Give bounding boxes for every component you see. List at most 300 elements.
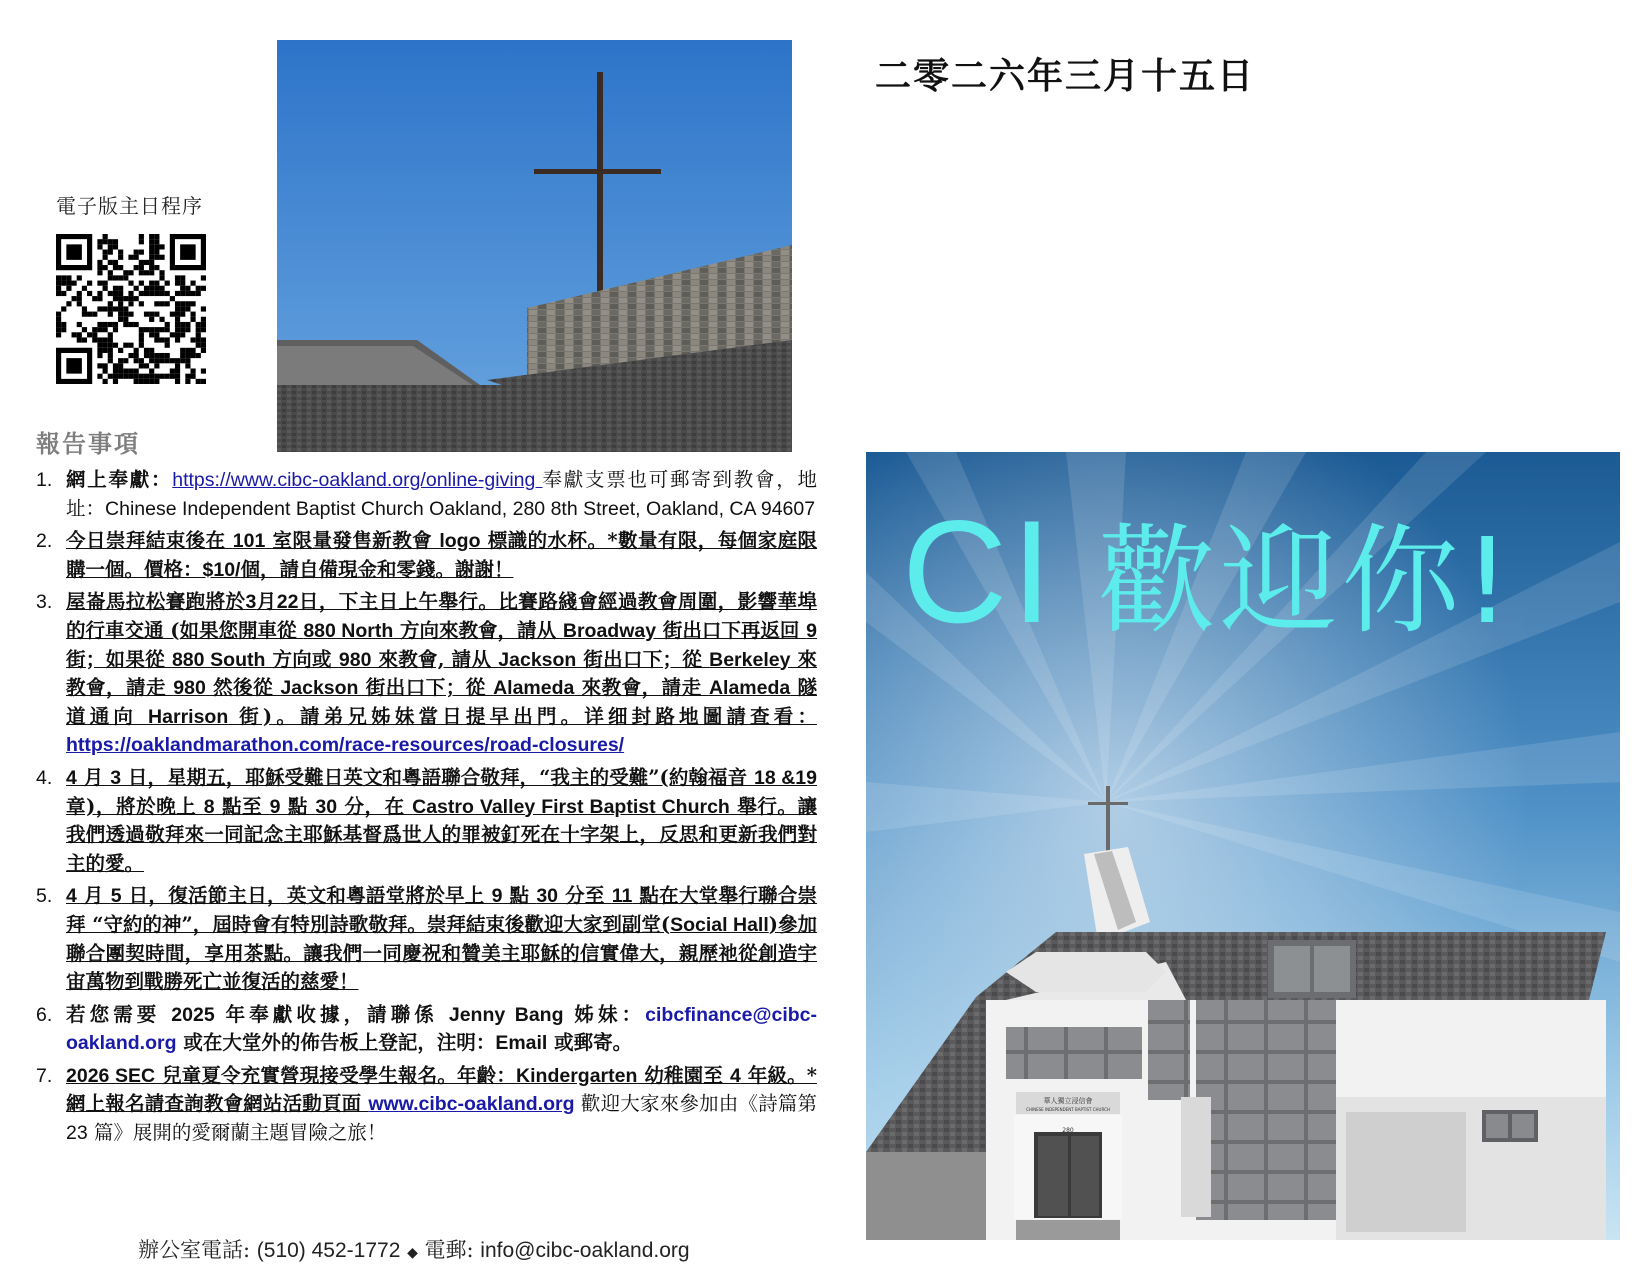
phone-label: 辦公室電話: — [138, 1238, 251, 1262]
announcement-text: 點 — [502, 884, 537, 908]
qr-module — [139, 343, 144, 348]
qr-module — [149, 374, 154, 379]
qr-module — [113, 306, 118, 311]
announcement-text: 分至 — [558, 884, 612, 908]
ci-logo-text: CI — [902, 490, 1056, 653]
announcement-text: 篇》展開的愛爾蘭主題冒險之旅！ — [87, 1121, 387, 1145]
qr-module — [108, 353, 113, 358]
qr-module — [123, 275, 128, 280]
announcement-text: Broadway — [562, 619, 657, 642]
qr-module — [56, 275, 61, 280]
qr-module — [123, 317, 128, 322]
qr-module — [72, 281, 77, 286]
qr-module — [175, 306, 180, 311]
qr-module — [113, 374, 118, 379]
qr-module — [113, 291, 118, 296]
qr-module — [149, 260, 154, 265]
qr-module — [118, 275, 123, 280]
qr-module — [134, 322, 139, 327]
qr-module — [159, 255, 164, 260]
announcement-text: 來教會，請走 — [66, 647, 818, 700]
announcement-text: 11 — [611, 885, 633, 908]
announcements-list — [36, 466, 817, 1152]
qr-module — [196, 327, 201, 332]
qr-module — [103, 368, 108, 373]
qr-module — [82, 312, 87, 317]
qr-module — [128, 353, 133, 358]
qr-module — [108, 348, 113, 353]
announcement-number: 7. — [36, 1064, 53, 1087]
qr-module — [154, 327, 159, 332]
qr-module — [196, 337, 201, 342]
qr-module — [113, 322, 118, 327]
cross-horizontal — [534, 169, 661, 174]
announcement-number: 3. — [36, 591, 53, 614]
qr-module — [149, 379, 154, 384]
qr-module — [128, 312, 133, 317]
announcement-text: 月 — [256, 590, 277, 614]
qr-module — [134, 358, 139, 363]
qr-module — [175, 332, 180, 337]
qr-module — [190, 348, 195, 353]
qr-module — [123, 312, 128, 317]
qr-module — [108, 275, 113, 280]
qr-module — [180, 332, 185, 337]
qr-module — [180, 358, 185, 363]
announcement-text: 方向或 — [265, 647, 339, 671]
qr-module — [139, 239, 144, 244]
qr-module — [190, 317, 195, 322]
qr-module — [103, 255, 108, 260]
qr-module — [159, 317, 164, 322]
qr-module — [175, 368, 180, 373]
announcement-number: 2. — [36, 530, 53, 553]
qr-module — [170, 374, 175, 379]
qr-module — [180, 275, 185, 280]
qr-module — [180, 281, 185, 286]
announcement-text: 街)。請弟兄姊妹當日提早出門。详细封路地圖請查看： — [228, 704, 817, 728]
announcement-text: )參加聯合團契時間，享用茶點。讓我們一同慶祝和贊美主耶穌的信實偉大，親歷祂從創造宇宙萬物到戰勝死亡並復活的慈愛！ — [66, 912, 818, 994]
qr-module — [149, 358, 154, 363]
qr-module — [82, 306, 87, 311]
announcement-text: Jackson — [498, 648, 577, 671]
qr-module — [139, 363, 144, 368]
announcement-text: $10/ — [202, 558, 241, 581]
announcement-text: 3 — [245, 591, 257, 614]
qr-module — [170, 296, 175, 301]
qr-module — [134, 368, 139, 373]
qr-module — [175, 327, 180, 332]
qr-module — [113, 296, 118, 301]
qr-module — [118, 250, 123, 255]
qr-module — [97, 244, 102, 249]
qr-module — [56, 317, 61, 322]
qr-module — [128, 296, 133, 301]
announcement-text: 9 — [269, 795, 281, 818]
announcement-item — [36, 588, 817, 760]
cross-vertical — [597, 72, 603, 297]
qr-module — [180, 348, 185, 353]
announcement-text: 4 — [729, 1064, 741, 1087]
qr-module — [180, 286, 185, 291]
qr-module — [185, 363, 190, 368]
qr-module — [77, 332, 82, 337]
qr-module — [97, 363, 102, 368]
qr-module — [113, 244, 118, 249]
announcement-text: 30 — [536, 885, 559, 908]
qr-module — [87, 291, 92, 296]
qr-module — [123, 343, 128, 348]
qr-module — [113, 379, 118, 384]
qr-module — [149, 286, 154, 291]
qr-module — [103, 363, 108, 368]
announcement-number: 6. — [36, 1003, 53, 1026]
announcement-text: 個，請自備現金和零錢。謝謝！ — [240, 557, 514, 581]
qr-module — [118, 363, 123, 368]
qr-module — [165, 322, 170, 327]
qr-module — [82, 337, 87, 342]
announcement-item — [36, 527, 817, 584]
qr-module — [113, 286, 118, 291]
qr-module — [128, 281, 133, 286]
qr-module — [196, 322, 201, 327]
announcement-text: 舉行。讓我們透過敬拜來一同記念主耶穌基督爲世人的罪被釘死在十字架上，反思和更新我們對主的愛。 — [66, 794, 818, 875]
qr-module — [154, 379, 159, 384]
qr-module — [82, 327, 87, 332]
qr-module — [165, 343, 170, 348]
qr-module — [77, 291, 82, 296]
qr-module — [66, 281, 71, 286]
announcement-text: 日，下主日上午舉行。比賽路綫會經過教會周圍，影響華埠的行車交通 (如果您開車從 — [66, 590, 817, 642]
qr-module — [139, 379, 144, 384]
qr-module — [118, 317, 123, 322]
qr-module — [175, 322, 180, 327]
announcement-text: Email — [495, 1032, 548, 1055]
announcement-text: Jenny Bang — [448, 1003, 564, 1026]
announcement-text: 或在大堂外的佈告板上登記，注明： — [176, 1031, 496, 1055]
qr-module — [97, 239, 102, 244]
qr-module — [154, 286, 159, 291]
qr-module — [108, 306, 113, 311]
announcement-link[interactable]: www.cibc-oakland.org — [368, 1093, 575, 1116]
qr-module — [139, 281, 144, 286]
announcement-text: 隧道通向 — [66, 676, 818, 728]
announcement-text: 點在大堂舉行聯合崇拜 “守約的神”，屆時會有特別詩歌敬拜。崇拜結束後歡迎大家到副堂( — [66, 884, 818, 936]
announcement-text: Alameda — [708, 677, 791, 700]
qr-module — [159, 337, 164, 342]
qr-module — [165, 281, 170, 286]
announcement-text: 歡迎大家來參加由《詩篇第 — [574, 1092, 818, 1116]
qr-module — [149, 234, 154, 239]
qr-module — [159, 353, 164, 358]
announcement-text: Social Hall — [670, 913, 769, 936]
qr-module — [66, 301, 71, 306]
announcement-text: 若您需要 — [66, 1002, 172, 1026]
qr-module — [175, 317, 180, 322]
qr-module — [165, 301, 170, 306]
qr-module — [103, 343, 108, 348]
qr-module — [139, 327, 144, 332]
qr-module — [118, 306, 123, 311]
qr-module — [139, 234, 144, 239]
qr-module — [149, 281, 154, 286]
qr-module — [61, 281, 66, 286]
qr-module — [97, 374, 102, 379]
qr-module — [139, 265, 144, 270]
announcement-text: 標識的水杯。*數量有限，每個家庭限購一個。價格： — [66, 529, 818, 581]
announcements-title: 報告事項 — [36, 429, 140, 458]
qr-module — [108, 312, 113, 317]
qr-module — [108, 260, 113, 265]
announcement-text: 2025 — [171, 1003, 215, 1026]
qr-module — [159, 244, 164, 249]
announcement-text: logo — [439, 530, 481, 553]
announcement-text: 30 — [315, 795, 338, 818]
qr-module — [154, 255, 159, 260]
qr-module — [92, 296, 97, 301]
announcement-number: 5. — [36, 885, 53, 908]
qr-module — [144, 379, 149, 384]
announcement-text: 來教會，請走 — [574, 676, 709, 700]
announcement-text: 101 — [232, 530, 266, 553]
qr-module — [149, 265, 154, 270]
announcement-text: 年級。*網上報名請查詢教會網站活動頁面 — [66, 1063, 817, 1116]
qr-module — [149, 250, 154, 255]
qr-module — [103, 379, 108, 384]
qr-module — [118, 358, 123, 363]
email-address[interactable]: info@cibc-oakland.org — [480, 1239, 690, 1262]
qr-module — [190, 337, 195, 342]
qr-module — [123, 368, 128, 373]
qr-module — [154, 358, 159, 363]
announcement-item — [36, 882, 817, 996]
qr-module — [56, 286, 61, 291]
qr-module — [149, 312, 154, 317]
qr-module — [144, 291, 149, 296]
announcement-text: 然後從 — [205, 676, 281, 700]
service-date: 二零二六年三月十五日 — [875, 55, 1256, 97]
qr-module — [196, 291, 201, 296]
announcement-text: 8 — [203, 795, 215, 818]
qr-module — [77, 275, 82, 280]
announcement-text: 18 &19 — [754, 766, 817, 789]
qr-module — [118, 368, 123, 373]
qr-module — [139, 332, 144, 337]
qr-module — [190, 291, 195, 296]
qr-module — [149, 255, 154, 260]
qr-module — [66, 286, 71, 291]
qr-module — [185, 306, 190, 311]
qr-module — [180, 327, 185, 332]
qr-module — [190, 353, 195, 358]
qr-module — [175, 363, 180, 368]
qr-module — [165, 353, 170, 358]
qr-module — [108, 239, 113, 244]
qr-module — [144, 348, 149, 353]
qr-module — [123, 270, 128, 275]
qr-module — [159, 291, 164, 296]
announcement-text: 4 — [66, 885, 77, 908]
announcement-text: Chinese Independent Baptist Church Oakland, 280 8th Street, Oakland, CA 94607 — [105, 497, 816, 520]
qr-module — [61, 275, 66, 280]
church-sign-zh: 華人獨立浸信會 — [1043, 1097, 1093, 1105]
announcement-text: Alameda — [493, 677, 575, 700]
qr-module — [97, 296, 102, 301]
qr-module — [134, 353, 139, 358]
announcement-text: 23 — [66, 1122, 88, 1145]
qr-module — [113, 368, 118, 373]
qr-module — [149, 244, 154, 249]
qr-module — [87, 312, 92, 317]
qr-module — [123, 306, 128, 311]
qr-module — [134, 379, 139, 384]
qr-module — [175, 281, 180, 286]
announcement-text: 今日崇拜結束後在 — [66, 529, 233, 553]
qr-module — [113, 239, 118, 244]
qr-module — [97, 353, 102, 358]
qr-module — [159, 374, 164, 379]
qr-module — [149, 291, 154, 296]
welcome-heading — [902, 486, 1515, 656]
announcement-text: 室限量發售新教會 — [265, 529, 440, 553]
qr-module — [61, 291, 66, 296]
announcement-text: 街出口下；從 — [576, 647, 710, 671]
qr-module — [185, 348, 190, 353]
qr-module — [77, 322, 82, 327]
announcement-text: 9 — [806, 619, 818, 642]
qr-module — [103, 327, 108, 332]
announcement-text: Kindergarten — [516, 1064, 638, 1087]
qr-module — [190, 301, 195, 306]
qr-module — [170, 312, 175, 317]
announcement-text: 980 — [338, 648, 372, 671]
qr-module — [159, 301, 164, 306]
qr-module — [159, 327, 164, 332]
qr-module — [56, 322, 61, 327]
qr-module — [103, 281, 108, 286]
qr-module — [134, 348, 139, 353]
qr-module — [108, 374, 113, 379]
qr-module — [118, 255, 123, 260]
qr-module — [175, 379, 180, 384]
qr-module — [118, 374, 123, 379]
welcome-text: 歡迎你! — [1097, 512, 1515, 650]
qr-module — [92, 327, 97, 332]
qr-module — [97, 322, 102, 327]
qr-module — [108, 337, 113, 342]
qr-module — [170, 368, 175, 373]
qr-module — [154, 363, 159, 368]
qr-module — [103, 286, 108, 291]
qr-code[interactable] — [56, 234, 206, 384]
qr-module — [92, 332, 97, 337]
qr-module — [196, 353, 201, 358]
qr-module — [144, 260, 149, 265]
qr-module — [196, 343, 201, 348]
qr-module — [144, 353, 149, 358]
qr-module — [139, 358, 144, 363]
qr-module — [82, 286, 87, 291]
qr-module — [103, 265, 108, 270]
qr-module — [97, 260, 102, 265]
qr-module — [185, 286, 190, 291]
qr-module — [154, 250, 159, 255]
qr-module — [201, 275, 206, 280]
qr-module — [201, 337, 206, 342]
qr-module — [165, 337, 170, 342]
qr-module — [77, 301, 82, 306]
qr-module — [185, 379, 190, 384]
announcement-text: 月 — [76, 765, 111, 789]
qr-module — [61, 327, 66, 332]
footer-contact — [138, 1234, 690, 1264]
qr-module — [113, 275, 118, 280]
church-address-number: 280 — [1062, 1127, 1074, 1134]
announcement-link[interactable]: https://www.cibc-oakland.org/online-giving — [172, 469, 543, 491]
qr-module — [149, 270, 154, 275]
announcement-text: 來教會, 請从 — [371, 647, 499, 671]
qr-module — [144, 363, 149, 368]
announcement-link[interactable]: https://oaklandmarathon.com/race-resources/road-closures/ — [66, 734, 625, 757]
qr-module — [190, 281, 195, 286]
qr-module — [149, 348, 154, 353]
announcement-text: 22 — [276, 591, 299, 614]
announcement-item — [36, 466, 817, 523]
announcement-text: 日，星期五，耶穌受難日英文和粵語聯合敬拜，“我主的受難”(約翰福音 — [121, 765, 755, 789]
qr-module — [201, 348, 206, 353]
qr-module — [128, 368, 133, 373]
qr-module — [175, 312, 180, 317]
qr-module — [180, 322, 185, 327]
qr-module — [61, 306, 66, 311]
phone-number[interactable]: (510) 452-1772 — [256, 1239, 401, 1262]
qr-module — [159, 358, 164, 363]
separator-icon: ◆ — [407, 1245, 418, 1261]
qr-module — [97, 306, 102, 311]
qr-module — [77, 337, 82, 342]
qr-module — [170, 332, 175, 337]
announcement-text: 網上奉獻： — [66, 468, 173, 491]
announcement-number: 1. — [36, 469, 53, 491]
qr-module — [185, 358, 190, 363]
qr-module — [56, 332, 61, 337]
qr-module — [103, 337, 108, 342]
qr-module — [201, 306, 206, 311]
qr-module — [108, 301, 113, 306]
qr-module — [128, 322, 133, 327]
qr-module — [149, 368, 154, 373]
qr-module — [128, 374, 133, 379]
announcement-text: 980 — [173, 677, 206, 700]
qr-module — [103, 234, 108, 239]
qr-module — [123, 296, 128, 301]
announcement-text: 3 — [110, 766, 122, 789]
qr-module — [72, 332, 77, 337]
announcement-text: 點 — [280, 794, 316, 818]
qr-module — [159, 286, 164, 291]
qr-module — [103, 348, 108, 353]
email-label: 電郵: — [424, 1238, 474, 1262]
qr-module — [154, 239, 159, 244]
qr-module — [118, 296, 123, 301]
qr-module — [123, 358, 128, 363]
qr-module — [196, 379, 201, 384]
announcement-link[interactable]: cibcfinance@cibc-oakland.org — [66, 1003, 817, 1055]
qr-module — [185, 301, 190, 306]
qr-module — [149, 317, 154, 322]
announcement-text: 方向來教會，請从 — [393, 618, 563, 642]
qr-module — [97, 343, 102, 348]
